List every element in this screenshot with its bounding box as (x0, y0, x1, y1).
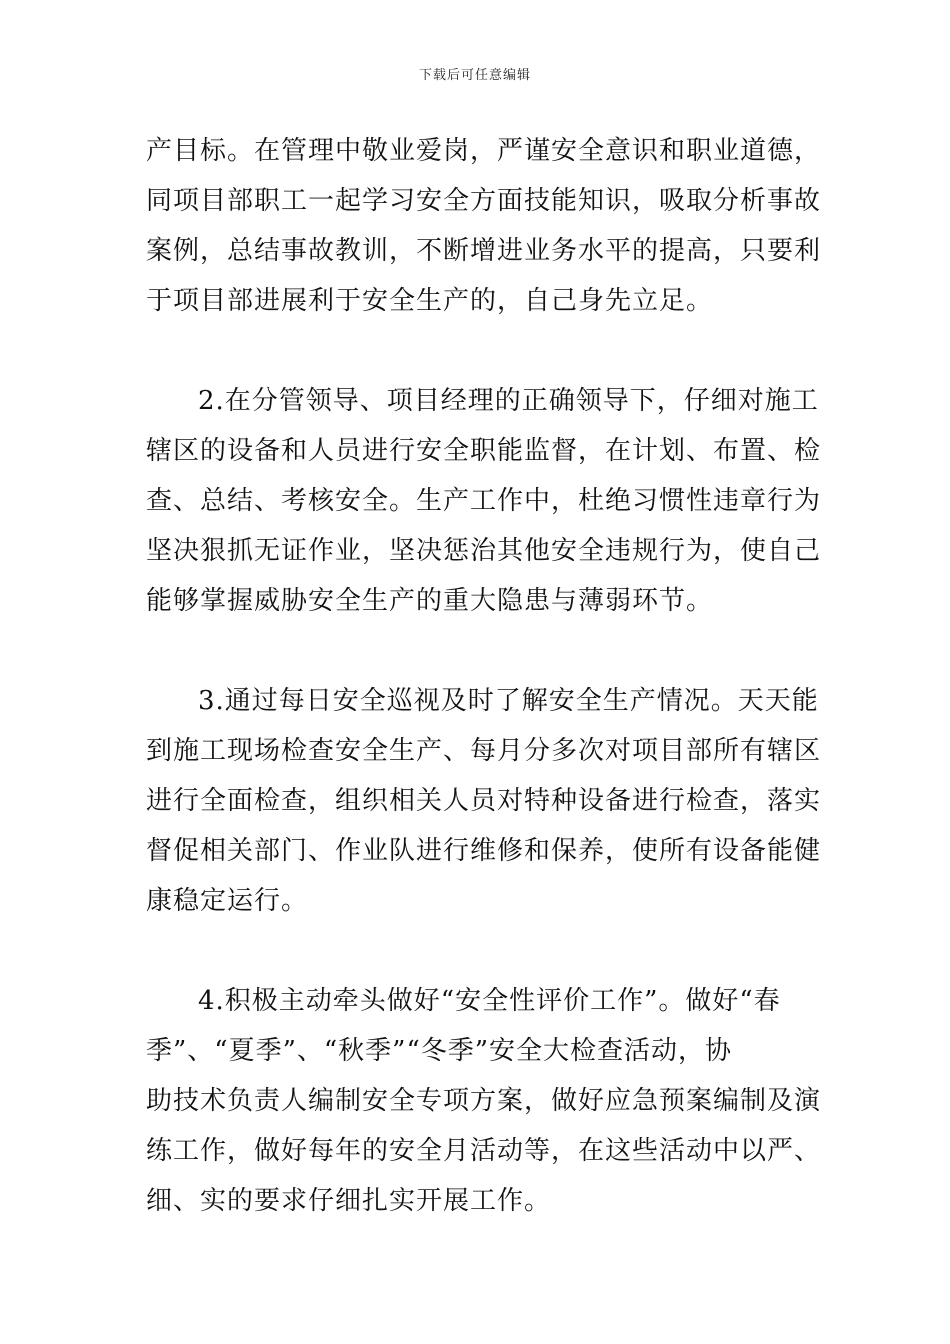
paragraph-line: 3.通过每日安全巡视及时了解安全生产情况。天天能 (198, 686, 819, 716)
paragraph-line: 辖区的设备和人员进行安全职能监督，在计划、布置、检 (146, 436, 822, 466)
paragraph-spacer (146, 626, 808, 676)
paragraph-line: 案例，总结事故教训，不断增进业务水平的提高，只要利 (146, 236, 822, 266)
paragraph-line: 4.积极主动牵头做好“安全性评价工作”。做好“春 (198, 986, 781, 1016)
paragraph-line: 同项目部职工一起学习安全方面技能知识，吸取分析事故 (146, 186, 822, 216)
document-body (146, 126, 822, 1226)
paragraph-spacer (146, 326, 808, 376)
paragraph-line: 进行全面检查，组织相关人员对特种设备进行检查，落实 (146, 786, 822, 816)
paragraph-line: 能够掌握威胁安全生产的重大隐患与薄弱环节。 (146, 586, 714, 616)
paragraph-line: 助技术负责人编制安全专项方案，做好应急预案编制及演 (146, 1086, 822, 1116)
paragraph-line: 康稳定运行。 (146, 886, 309, 916)
paragraph-line: 督促相关部门、作业队进行维修和保养，使所有设备能健 (146, 836, 822, 866)
paragraph-4 (146, 976, 822, 1226)
header-note: 下载后可任意编辑 (418, 68, 531, 83)
paragraph-3 (146, 676, 822, 926)
paragraph-line: 练工作，做好每年的安全月活动等，在这些活动中以严、 (146, 1136, 822, 1166)
paragraph-line: 季”、“夏季”、“秋季”“冬季”安全大检查活动，协 (146, 1036, 733, 1066)
paragraph-line: 细、实的要求仔细扎实开展工作。 (146, 1186, 552, 1216)
paragraph-line: 查、总结、考核安全。生产工作中，杜绝习惯性违章行为 (146, 486, 822, 516)
paragraph-spacer (146, 926, 808, 976)
paragraph-line: 坚决狠抓无证作业，坚决惩治其他安全违规行为，使自己 (146, 536, 822, 566)
paragraph-line: 产目标。在管理中敬业爱岗，严谨安全意识和职业道德， (146, 136, 822, 166)
paragraph-line: 于项目部进展利于安全生产的，自己身先立足。 (146, 286, 714, 316)
paragraph-line: 2.在分管领导、项目经理的正确领导下，仔细对施工 (198, 386, 819, 416)
paragraph-line: 到施工现场检查安全生产、每月分多次对项目部所有辖区 (146, 736, 822, 766)
paragraph-2 (146, 376, 822, 626)
paragraph-1 (146, 126, 822, 326)
